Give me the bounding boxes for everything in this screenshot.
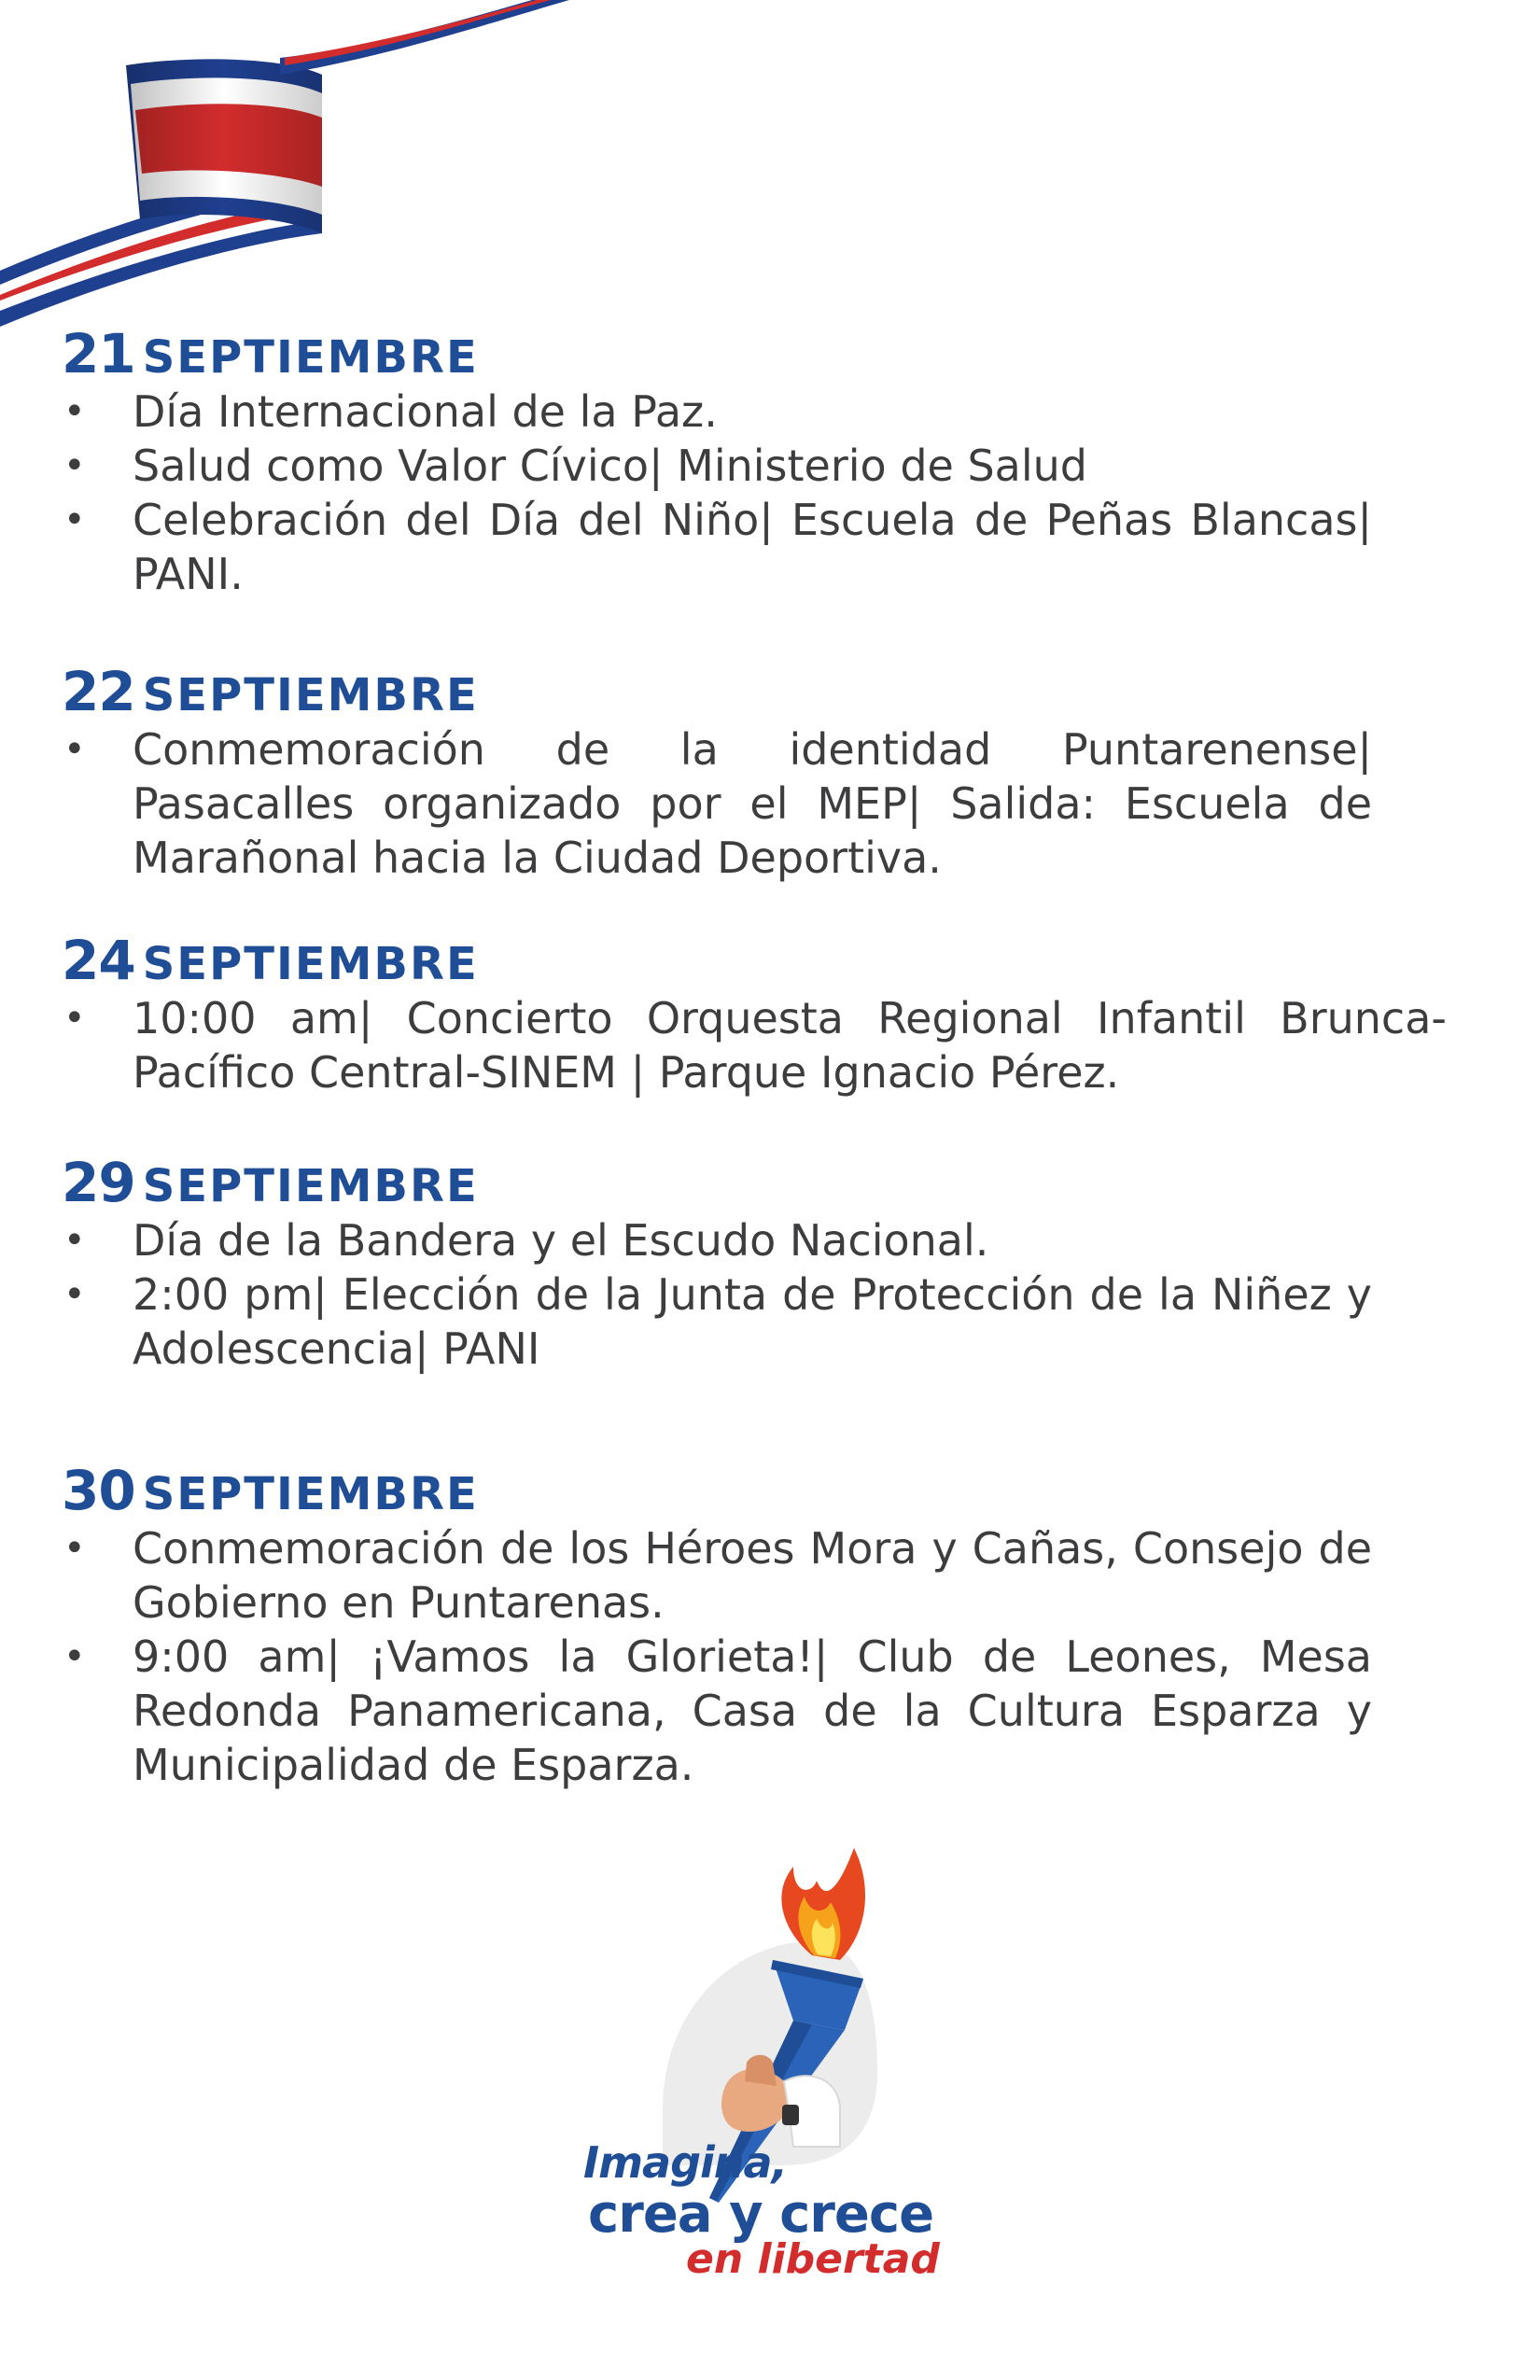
logo-text-libertad: en libertad [686, 2235, 940, 2283]
bullet-icon: • [63, 1527, 86, 1570]
event-items [62, 1213, 1372, 1376]
bullet-icon: • [63, 444, 86, 487]
list-item: • 10:00 am| Concierto Orquesta Regional Infantil Brunca-Pacífico Central-SINEM | Parque Ignacio Pérez. [63, 993, 1447, 1098]
event-21-sept [62, 322, 1372, 601]
list-item: • Día de la Bandera y el Escudo Nacional. [63, 1215, 989, 1266]
event-items [62, 385, 1372, 601]
event-24-sept [62, 929, 1447, 1099]
list-item: • Conmemoración de la identidad Puntarenense| Pasacalles organizado por el MEP| Salida: Escuela de Marañonal hacia la Ciudad Deportiva. [63, 724, 1372, 883]
event-day: 30 [62, 1459, 135, 1522]
bullet-icon: • [63, 1219, 86, 1262]
event-items [62, 991, 1447, 1099]
event-day: 24 [62, 929, 135, 992]
list-item: • Día Internacional de la Paz. [63, 386, 718, 437]
bullet-icon: • [63, 997, 86, 1040]
event-date-heading [62, 1459, 1372, 1522]
event-month: SEPTIEMBRE [142, 669, 479, 721]
bullet-icon: • [63, 1635, 86, 1678]
bullet-icon: • [63, 498, 86, 541]
event-day: 29 [62, 1151, 135, 1214]
bullet-icon: • [63, 390, 86, 433]
logo-text-imagina: Imagina, [583, 2137, 788, 2188]
event-month: SEPTIEMBRE [142, 1468, 479, 1520]
list-item: • 9:00 am| ¡Vamos la Glorieta!| Club de Leones, Mesa Redonda Panamericana, Casa de la Cultura Esparza y Municipalidad de Esparza. [63, 1631, 1372, 1790]
list-item: • 2:00 pm| Elección de la Junta de Protección de la Niñez y Adolescencia| PANI [63, 1269, 1372, 1374]
event-items [62, 1521, 1372, 1792]
flag-ribbon-icon [0, 0, 597, 355]
event-month: SEPTIEMBRE [142, 331, 479, 384]
event-day: 21 [62, 322, 135, 385]
event-date-heading [62, 929, 1447, 992]
event-30-sept [62, 1459, 1372, 1792]
bullet-icon: • [63, 1273, 86, 1316]
event-month: SEPTIEMBRE [142, 938, 479, 990]
list-item: • Conmemoración de los Héroes Mora y Cañas, Consejo de Gobierno en Puntarenas. [63, 1523, 1372, 1628]
event-date-heading [62, 322, 1372, 385]
event-date-heading [62, 1151, 1372, 1214]
event-date-heading [62, 660, 1372, 723]
event-22-sept [62, 660, 1372, 885]
list-item: • Celebración del Día del Niño| Escuela de Peñas Blancas| PANI. [63, 495, 1372, 599]
bullet-icon: • [63, 728, 86, 771]
event-29-sept [62, 1151, 1372, 1376]
event-month: SEPTIEMBRE [142, 1160, 479, 1212]
logo-text-crea: crea y crece [588, 2184, 934, 2245]
event-day: 22 [62, 660, 135, 723]
list-item: • Salud como Valor Cívico| Ministerio de Salud [63, 441, 1087, 491]
event-items [62, 722, 1372, 885]
